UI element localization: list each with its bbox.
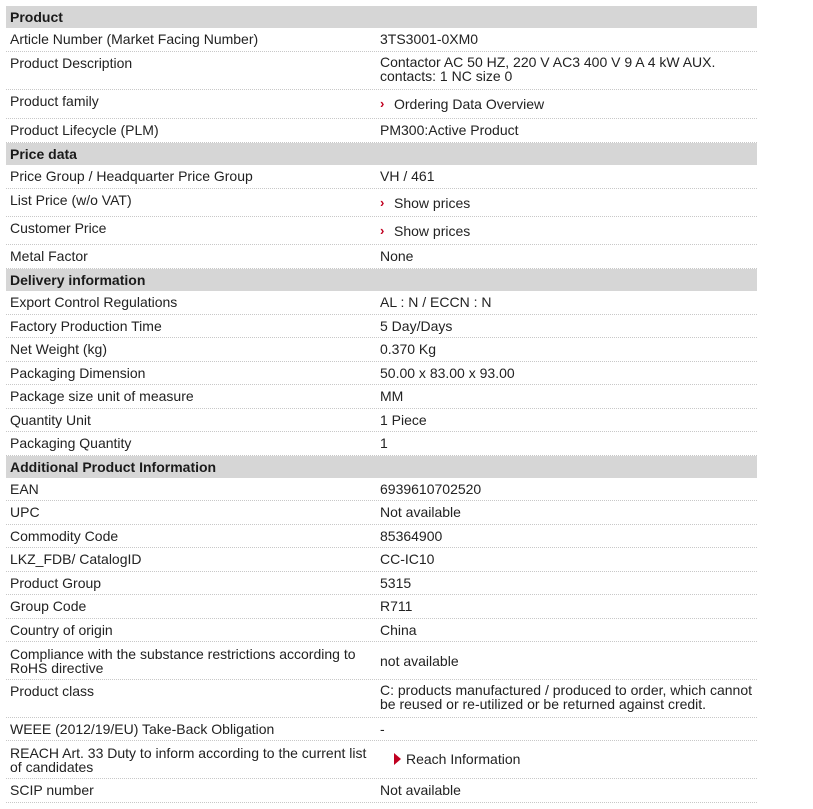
row-value: Not available <box>380 782 461 798</box>
row-value: C: products manufactured / produced to order, which cannot be reused or re-utilized or be returned against credit. <box>380 682 752 712</box>
row-value: 85364900 <box>380 528 443 544</box>
row-reach-art33 <box>6 741 757 779</box>
row-label: Factory Production Time <box>10 318 162 334</box>
row-label: Packaging Dimension <box>10 365 146 381</box>
row-label: Compliance with the substance restrictions according to RoHS directive <box>10 645 356 676</box>
show-customer-prices-link[interactable] <box>380 223 470 239</box>
row-label: Article Number (Market Facing Number) <box>10 31 259 47</box>
link-label: Reach Information <box>406 751 521 767</box>
row-value: not available <box>380 652 459 669</box>
row-label: Product family <box>10 93 99 109</box>
show-prices-link[interactable] <box>380 195 470 211</box>
row-label: Product Description <box>10 55 133 71</box>
row-label: Product Group <box>10 575 102 591</box>
row-rohs-compliance <box>6 642 757 680</box>
row-value: 5 Day/Days <box>380 318 453 334</box>
row-value: PM300:Active Product <box>380 122 519 138</box>
row-group-code <box>6 595 757 619</box>
row-commodity-code <box>6 525 757 548</box>
row-label: EAN <box>10 481 39 497</box>
row-value: Not available <box>380 504 461 520</box>
row-value: AL : N / ECCN : N <box>380 294 492 310</box>
row-metal-factor <box>6 245 757 269</box>
section-header-product: Product <box>6 6 757 28</box>
row-value: 0.370 Kg <box>380 341 437 357</box>
row-value: 1 <box>380 435 388 451</box>
row-product-class <box>6 680 757 718</box>
row-value: 1 Piece <box>380 412 427 428</box>
row-label: UPC <box>10 504 40 520</box>
link-label: Show prices <box>394 194 471 211</box>
row-label: Country of origin <box>10 622 113 638</box>
row-product-lifecycle <box>6 119 757 143</box>
link-label: Ordering Data Overview <box>394 95 545 112</box>
row-article-number <box>6 28 757 52</box>
row-label: Price Group / Headquarter Price Group <box>10 168 253 184</box>
chevron-right-icon: › <box>380 96 385 111</box>
chevron-right-icon: › <box>380 223 385 238</box>
section-header-delivery-information: Delivery information <box>6 269 757 291</box>
row-value: 3TS3001-0XM0 <box>380 31 479 47</box>
row-label: Customer Price <box>10 220 107 236</box>
row-package-size-unit <box>6 385 757 409</box>
row-value: VH / 461 <box>380 168 435 184</box>
row-label: Group Code <box>10 598 87 614</box>
row-label: Quantity Unit <box>10 412 91 428</box>
row-value: CC-IC10 <box>380 551 435 567</box>
row-quantity-unit <box>6 409 757 432</box>
row-label: Packaging Quantity <box>10 435 132 451</box>
row-label: List Price (w/o VAT) <box>10 192 132 208</box>
row-label: WEEE (2012/19/EU) Take-Back Obligation <box>10 721 275 737</box>
row-value: R711 <box>380 598 413 614</box>
row-label: LKZ_FDB/ CatalogID <box>10 551 142 567</box>
reach-information-link[interactable] <box>394 751 520 767</box>
row-weee-obligation <box>6 718 757 741</box>
row-factory-production-time <box>6 315 757 338</box>
row-scip-number <box>6 779 757 803</box>
row-value: None <box>380 248 414 264</box>
row-value: Contactor AC 50 HZ, 220 V AC3 400 V 9 A 4 kW AUX. contacts: 1 NC size 0 <box>380 54 716 84</box>
row-value: 6939610702520 <box>380 481 482 497</box>
row-product-description <box>6 52 757 90</box>
row-country-of-origin <box>6 619 757 642</box>
link-label: Show prices <box>394 222 471 239</box>
row-label: Metal Factor <box>10 248 88 264</box>
row-label: REACH Art. 33 Duty to inform according to the current list of candidates <box>10 744 367 775</box>
row-label: Net Weight (kg) <box>10 341 107 357</box>
row-label: Product class <box>10 683 95 699</box>
row-customer-price <box>6 217 757 245</box>
row-label: Commodity Code <box>10 528 119 544</box>
section-header-additional-product-information: Additional Product Information <box>6 456 757 478</box>
row-value: - <box>380 721 385 737</box>
row-packaging-quantity <box>6 432 757 456</box>
row-label: SCIP number <box>10 782 94 798</box>
row-label: Product Lifecycle (PLM) <box>10 122 159 138</box>
row-catalog-id <box>6 548 757 572</box>
row-upc <box>6 501 757 525</box>
row-export-control <box>6 291 757 315</box>
triangle-right-icon <box>394 753 401 765</box>
row-packaging-dimension <box>6 362 757 385</box>
row-value: 5315 <box>380 575 412 591</box>
row-label: Package size unit of measure <box>10 388 194 404</box>
row-value: China <box>380 622 417 638</box>
row-list-price <box>6 189 757 217</box>
chevron-right-icon: › <box>380 195 385 210</box>
row-value: MM <box>380 388 404 404</box>
row-ean <box>6 478 757 501</box>
ordering-data-overview-link[interactable] <box>380 96 544 112</box>
section-header-price-data: Price data <box>6 143 757 165</box>
row-product-family <box>6 90 757 119</box>
row-product-group <box>6 572 757 595</box>
row-price-group <box>6 165 757 189</box>
row-value: 50.00 x 83.00 x 93.00 <box>380 365 515 381</box>
row-label: Export Control Regulations <box>10 294 178 310</box>
row-net-weight <box>6 338 757 362</box>
product-details-sheet <box>6 6 757 803</box>
